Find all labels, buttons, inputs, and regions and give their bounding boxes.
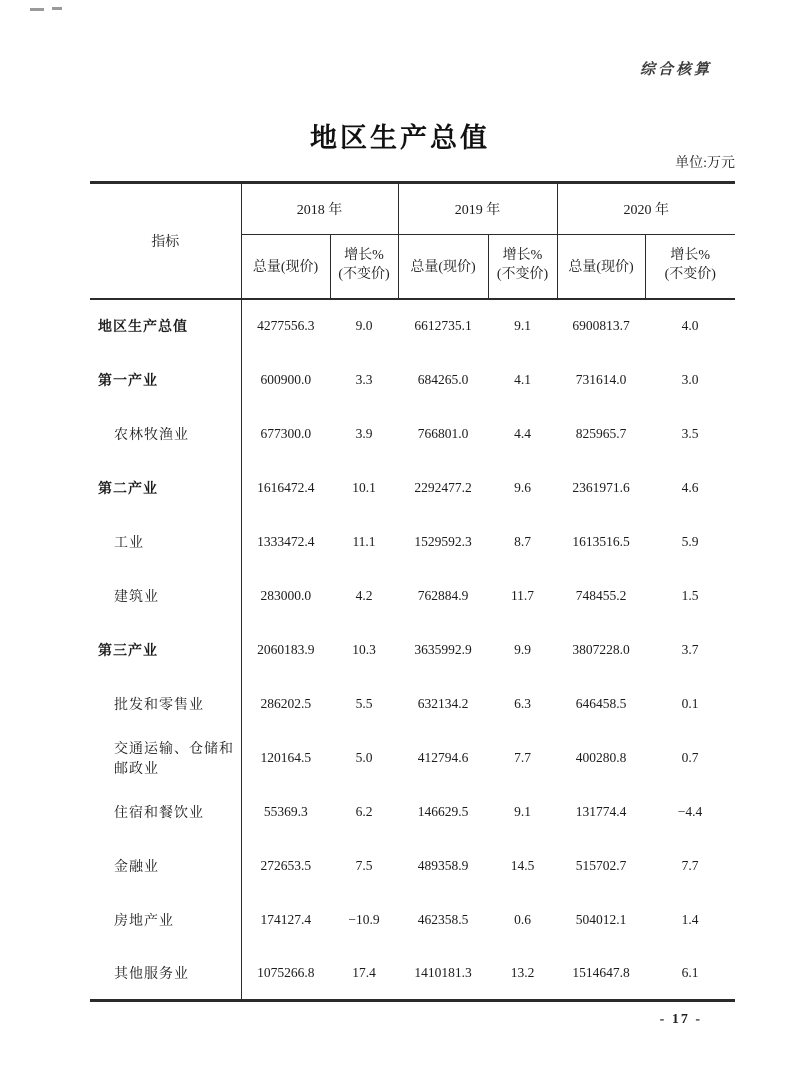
subheader-total-2020: 总量(现价)	[557, 235, 645, 299]
value-cell: 0.6	[514, 911, 531, 927]
value-cell: 0.7	[681, 749, 699, 765]
value-cell: 3.9	[355, 425, 373, 441]
table-row	[90, 407, 735, 461]
value-cell: 0.1	[681, 695, 699, 711]
value-cell: 5.0	[355, 749, 373, 765]
value-cell: 9.1	[514, 803, 531, 819]
value-cell: 731614.0	[575, 371, 627, 387]
value-cell: 9.1	[514, 318, 531, 333]
value-cell: 6612735.1	[414, 318, 472, 333]
value-cell: 3.0	[681, 371, 699, 387]
value-cell: 3.5	[681, 425, 699, 441]
value-cell: 283000.0	[260, 587, 312, 603]
table-row	[90, 353, 735, 407]
indicator-cell: 建筑业	[90, 569, 241, 623]
subheader-growth-2018	[330, 235, 398, 299]
table-row	[90, 623, 735, 677]
value-cell: 1613516.5	[572, 533, 630, 549]
indicator-cell: 金融业	[90, 839, 241, 893]
value-cell: 10.1	[352, 479, 376, 495]
value-cell: 11.7	[510, 587, 535, 603]
value-cell: 5.9	[681, 533, 699, 549]
value-cell: 4.1	[514, 371, 531, 387]
value-cell: 400280.8	[575, 749, 627, 765]
value-cell: 6.1	[681, 964, 699, 980]
table-row	[90, 731, 735, 785]
value-cell: 1075266.8	[257, 964, 315, 980]
value-cell: 13.2	[510, 964, 535, 980]
subheader-total-2019: 总量(现价)	[398, 235, 488, 299]
value-cell: 3.7	[681, 641, 699, 657]
value-cell: 677300.0	[260, 425, 312, 441]
value-cell: 4.4	[514, 425, 531, 441]
subheader-growth-2020	[645, 235, 735, 299]
value-cell: 9.9	[514, 641, 531, 657]
page-number: - 17 -	[659, 1012, 702, 1027]
value-cell: 6900813.7	[572, 318, 630, 333]
subheader-growth-line2: (不变价)	[496, 267, 549, 283]
subheader-growth-line1: 增长%	[670, 248, 711, 264]
value-cell: 825965.7	[575, 425, 627, 441]
indicator-cell: 房地产业	[90, 893, 241, 947]
table-header	[90, 183, 735, 299]
value-cell: 14.5	[510, 857, 535, 873]
page-title: 地区生产总值	[310, 123, 490, 153]
year-header-2019: 2019 年	[398, 183, 557, 235]
table-row	[90, 461, 735, 515]
value-cell: 1410181.3	[414, 964, 472, 980]
year-header-2020: 2020 年	[557, 183, 735, 235]
value-cell: 55369.3	[263, 803, 308, 819]
value-cell: 174127.4	[260, 911, 312, 927]
value-cell: 600900.0	[260, 371, 312, 387]
value-cell: 4277556.3	[257, 318, 315, 333]
section-header: 综合核算	[639, 62, 712, 78]
value-cell: 146629.5	[417, 803, 469, 819]
value-cell: 3807228.0	[572, 641, 630, 657]
subheader-growth-line1: 增长%	[502, 248, 543, 264]
value-cell: 10.3	[352, 641, 376, 657]
value-cell: 462358.5	[417, 911, 469, 927]
value-cell: 1529592.3	[414, 533, 472, 549]
value-cell: 2060183.9	[257, 641, 315, 657]
value-cell: 9.0	[355, 318, 373, 333]
value-cell: 5.5	[355, 695, 373, 711]
table-row	[90, 677, 735, 731]
value-cell: 272653.5	[260, 857, 312, 873]
subheader-growth-line1: 增长%	[344, 248, 384, 264]
indicator-cell: 其他服务业	[90, 947, 241, 1001]
value-cell: 2292477.2	[414, 479, 472, 495]
value-cell: 632134.2	[417, 695, 469, 711]
indicator-cell: 地区生产总值	[90, 299, 241, 353]
subheader-growth-2019	[488, 235, 557, 299]
value-cell: −4.4	[677, 803, 703, 819]
indicator-header-cell: 指标	[90, 183, 241, 299]
value-cell: 646458.5	[575, 695, 627, 711]
indicator-cell: 批发和零售业	[90, 677, 241, 731]
table-row	[90, 947, 735, 1001]
indicator-cell: 农林牧渔业	[90, 407, 241, 461]
value-cell: 1333472.4	[257, 533, 315, 549]
table-row	[90, 893, 735, 947]
value-cell: 684265.0	[417, 371, 469, 387]
value-cell: 1616472.4	[257, 479, 315, 495]
value-cell: 748455.2	[575, 587, 627, 603]
value-cell: 3635992.9	[414, 641, 472, 657]
value-cell: 504012.1	[575, 911, 627, 927]
table-row	[90, 839, 735, 893]
value-cell: 1.5	[681, 587, 699, 603]
value-cell: 9.6	[514, 479, 531, 495]
value-cell: 762884.9	[417, 587, 469, 603]
value-cell: 6.3	[514, 695, 531, 711]
value-cell: 6.2	[355, 803, 373, 819]
table-row	[90, 785, 735, 839]
value-cell: 4.2	[355, 587, 373, 603]
value-cell: 3.3	[355, 371, 373, 387]
indicator-cell: 第一产业	[90, 353, 241, 407]
value-cell: 515702.7	[575, 857, 627, 873]
scan-artifact	[52, 7, 62, 10]
indicator-cell: 交通运输、仓储和邮政业	[90, 731, 241, 785]
subheader-growth-line2: (不变价)	[664, 267, 716, 283]
value-cell: 4.0	[681, 318, 699, 333]
subheader-total-2018: 总量(现价)	[252, 260, 319, 276]
unit-note: 单位:万元	[675, 156, 735, 171]
value-cell: 1514647.8	[572, 964, 630, 980]
table-row	[90, 299, 735, 353]
value-cell: 412794.6	[417, 749, 469, 765]
value-cell: −10.9	[348, 911, 380, 927]
value-cell: 1.4	[681, 911, 699, 927]
value-cell: 766801.0	[417, 425, 469, 441]
value-cell: 2361971.6	[572, 479, 630, 495]
value-cell: 7.7	[681, 857, 699, 873]
indicator-cell: 第三产业	[90, 623, 241, 677]
value-cell: 7.7	[514, 749, 531, 765]
scan-artifact	[30, 8, 44, 11]
indicator-cell: 第二产业	[90, 461, 241, 515]
value-cell: 11.1	[352, 533, 376, 549]
value-cell: 8.7	[514, 533, 531, 549]
subheader-growth-line2: (不变价)	[338, 267, 390, 283]
table-body	[90, 299, 735, 1001]
indicator-cell: 工业	[90, 515, 241, 569]
value-cell: 7.5	[355, 857, 373, 873]
value-cell: 286202.5	[260, 695, 312, 711]
value-cell: 131774.4	[575, 803, 627, 819]
value-cell: 120164.5	[260, 749, 312, 765]
table-row	[90, 569, 735, 623]
gdp-table	[90, 181, 735, 1002]
year-header-2018: 2018 年	[241, 183, 398, 235]
value-cell: 489358.9	[417, 857, 469, 873]
value-cell: 4.6	[681, 479, 699, 495]
value-cell: 17.4	[352, 964, 376, 980]
table-row	[90, 515, 735, 569]
indicator-cell: 住宿和餐饮业	[90, 785, 241, 839]
